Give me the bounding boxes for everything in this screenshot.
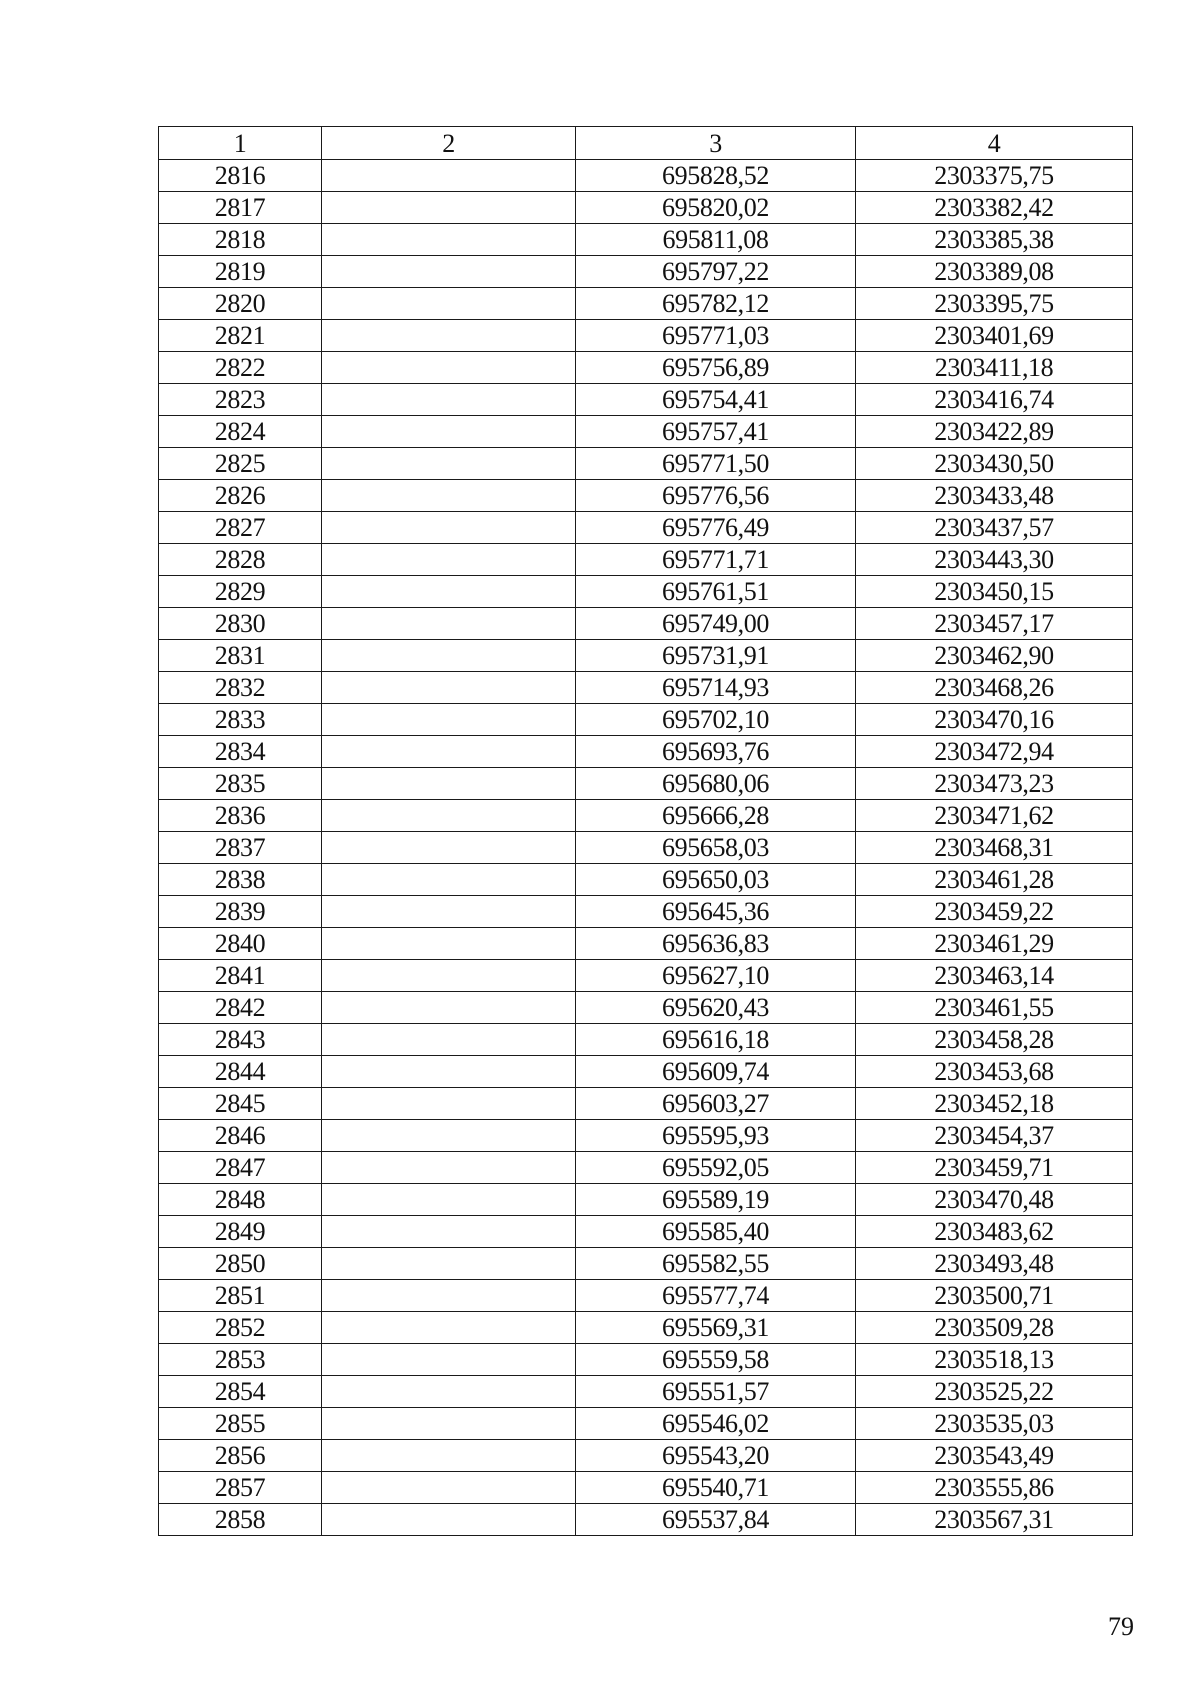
table-row — [159, 800, 1133, 832]
point-number-cell: 2821 — [159, 320, 322, 352]
table-row — [159, 864, 1133, 896]
description-cell — [322, 1024, 576, 1056]
y-coordinate-cell: 2303375,75 — [856, 160, 1133, 192]
point-number-cell: 2819 — [159, 256, 322, 288]
point-number-cell: 2828 — [159, 544, 322, 576]
description-cell — [322, 416, 576, 448]
y-coordinate-cell: 2303470,48 — [856, 1184, 1133, 1216]
y-coordinate-cell: 2303437,57 — [856, 512, 1133, 544]
x-coordinate-cell: 695754,41 — [576, 384, 856, 416]
table-body — [159, 160, 1133, 1536]
x-coordinate-cell: 695592,05 — [576, 1152, 856, 1184]
table-row — [159, 288, 1133, 320]
x-coordinate-cell: 695636,83 — [576, 928, 856, 960]
point-number-cell: 2844 — [159, 1056, 322, 1088]
y-coordinate-cell: 2303555,86 — [856, 1472, 1133, 1504]
y-coordinate-cell: 2303518,13 — [856, 1344, 1133, 1376]
x-coordinate-cell: 695828,52 — [576, 160, 856, 192]
x-coordinate-cell: 695620,43 — [576, 992, 856, 1024]
description-cell — [322, 800, 576, 832]
y-coordinate-cell: 2303461,29 — [856, 928, 1133, 960]
point-number-cell: 2827 — [159, 512, 322, 544]
description-cell — [322, 512, 576, 544]
description-cell — [322, 448, 576, 480]
description-cell — [322, 1280, 576, 1312]
x-coordinate-cell: 695702,10 — [576, 704, 856, 736]
x-coordinate-cell: 695609,74 — [576, 1056, 856, 1088]
table-row — [159, 1248, 1133, 1280]
y-coordinate-cell: 2303461,28 — [856, 864, 1133, 896]
y-coordinate-cell: 2303509,28 — [856, 1312, 1133, 1344]
point-number-cell: 2826 — [159, 480, 322, 512]
point-number-cell: 2850 — [159, 1248, 322, 1280]
description-cell — [322, 384, 576, 416]
x-coordinate-cell: 695543,20 — [576, 1440, 856, 1472]
x-coordinate-cell: 695666,28 — [576, 800, 856, 832]
column-header-1: 1 — [159, 127, 322, 160]
table-row — [159, 448, 1133, 480]
description-cell — [322, 1152, 576, 1184]
table-row — [159, 480, 1133, 512]
x-coordinate-cell: 695776,49 — [576, 512, 856, 544]
description-cell — [322, 1120, 576, 1152]
point-number-cell: 2816 — [159, 160, 322, 192]
table-row — [159, 672, 1133, 704]
point-number-cell: 2843 — [159, 1024, 322, 1056]
point-number-cell: 2823 — [159, 384, 322, 416]
x-coordinate-cell: 695761,51 — [576, 576, 856, 608]
table-row — [159, 416, 1133, 448]
y-coordinate-cell: 2303567,31 — [856, 1504, 1133, 1536]
description-cell — [322, 1216, 576, 1248]
description-cell — [322, 288, 576, 320]
description-cell — [322, 576, 576, 608]
description-cell — [322, 1344, 576, 1376]
x-coordinate-cell: 695540,71 — [576, 1472, 856, 1504]
description-cell — [322, 192, 576, 224]
description-cell — [322, 1248, 576, 1280]
y-coordinate-cell: 2303443,30 — [856, 544, 1133, 576]
description-cell — [322, 1088, 576, 1120]
point-number-cell: 2853 — [159, 1344, 322, 1376]
description-cell — [322, 224, 576, 256]
description-cell — [322, 1472, 576, 1504]
x-coordinate-cell: 695582,55 — [576, 1248, 856, 1280]
x-coordinate-cell: 695546,02 — [576, 1408, 856, 1440]
table-row — [159, 576, 1133, 608]
y-coordinate-cell: 2303472,94 — [856, 736, 1133, 768]
column-header-4: 4 — [856, 127, 1133, 160]
point-number-cell: 2848 — [159, 1184, 322, 1216]
y-coordinate-cell: 2303401,69 — [856, 320, 1133, 352]
table-row — [159, 736, 1133, 768]
point-number-cell: 2833 — [159, 704, 322, 736]
point-number-cell: 2858 — [159, 1504, 322, 1536]
y-coordinate-cell: 2303471,62 — [856, 800, 1133, 832]
description-cell — [322, 736, 576, 768]
table-row — [159, 1504, 1133, 1536]
point-number-cell: 2841 — [159, 960, 322, 992]
description-cell — [322, 1376, 576, 1408]
description-cell — [322, 1504, 576, 1536]
table-row — [159, 384, 1133, 416]
y-coordinate-cell: 2303535,03 — [856, 1408, 1133, 1440]
y-coordinate-cell: 2303468,26 — [856, 672, 1133, 704]
x-coordinate-cell: 695731,91 — [576, 640, 856, 672]
point-number-cell: 2835 — [159, 768, 322, 800]
point-number-cell: 2856 — [159, 1440, 322, 1472]
y-coordinate-cell: 2303382,42 — [856, 192, 1133, 224]
description-cell — [322, 1312, 576, 1344]
x-coordinate-cell: 695771,71 — [576, 544, 856, 576]
description-cell — [322, 160, 576, 192]
y-coordinate-cell: 2303468,31 — [856, 832, 1133, 864]
table-row — [159, 512, 1133, 544]
point-number-cell: 2829 — [159, 576, 322, 608]
point-number-cell: 2831 — [159, 640, 322, 672]
y-coordinate-cell: 2303452,18 — [856, 1088, 1133, 1120]
y-coordinate-cell: 2303462,90 — [856, 640, 1133, 672]
x-coordinate-cell: 695589,19 — [576, 1184, 856, 1216]
description-cell — [322, 768, 576, 800]
table-row — [159, 1152, 1133, 1184]
y-coordinate-cell: 2303463,14 — [856, 960, 1133, 992]
x-coordinate-cell: 695756,89 — [576, 352, 856, 384]
description-cell — [322, 704, 576, 736]
point-number-cell: 2837 — [159, 832, 322, 864]
point-number-cell: 2838 — [159, 864, 322, 896]
y-coordinate-cell: 2303461,55 — [856, 992, 1133, 1024]
point-number-cell: 2845 — [159, 1088, 322, 1120]
point-number-cell: 2851 — [159, 1280, 322, 1312]
x-coordinate-cell: 695645,36 — [576, 896, 856, 928]
column-header-3: 3 — [576, 127, 856, 160]
table-row — [159, 1184, 1133, 1216]
table-row — [159, 1408, 1133, 1440]
y-coordinate-cell: 2303395,75 — [856, 288, 1133, 320]
y-coordinate-cell: 2303458,28 — [856, 1024, 1133, 1056]
y-coordinate-cell: 2303470,16 — [856, 704, 1133, 736]
x-coordinate-cell: 695569,31 — [576, 1312, 856, 1344]
point-number-cell: 2847 — [159, 1152, 322, 1184]
table-header-row — [159, 127, 1133, 160]
y-coordinate-cell: 2303422,89 — [856, 416, 1133, 448]
y-coordinate-cell: 2303433,48 — [856, 480, 1133, 512]
x-coordinate-cell: 695585,40 — [576, 1216, 856, 1248]
y-coordinate-cell: 2303459,22 — [856, 896, 1133, 928]
x-coordinate-cell: 695771,50 — [576, 448, 856, 480]
x-coordinate-cell: 695603,27 — [576, 1088, 856, 1120]
x-coordinate-cell: 695776,56 — [576, 480, 856, 512]
table-row — [159, 704, 1133, 736]
x-coordinate-cell: 695680,06 — [576, 768, 856, 800]
x-coordinate-cell: 695749,00 — [576, 608, 856, 640]
point-number-cell: 2855 — [159, 1408, 322, 1440]
table-row — [159, 160, 1133, 192]
table-row — [159, 1312, 1133, 1344]
x-coordinate-cell: 695714,93 — [576, 672, 856, 704]
table-row — [159, 960, 1133, 992]
table-row — [159, 1120, 1133, 1152]
point-number-cell: 2834 — [159, 736, 322, 768]
table-row — [159, 1376, 1133, 1408]
table-row — [159, 256, 1133, 288]
y-coordinate-cell: 2303525,22 — [856, 1376, 1133, 1408]
point-number-cell: 2830 — [159, 608, 322, 640]
x-coordinate-cell: 695577,74 — [576, 1280, 856, 1312]
table-row — [159, 1344, 1133, 1376]
column-header-2: 2 — [322, 127, 576, 160]
y-coordinate-cell: 2303500,71 — [856, 1280, 1133, 1312]
y-coordinate-cell: 2303453,68 — [856, 1056, 1133, 1088]
description-cell — [322, 672, 576, 704]
y-coordinate-cell: 2303457,17 — [856, 608, 1133, 640]
point-number-cell: 2824 — [159, 416, 322, 448]
description-cell — [322, 480, 576, 512]
x-coordinate-cell: 695595,93 — [576, 1120, 856, 1152]
y-coordinate-cell: 2303411,18 — [856, 352, 1133, 384]
table-row — [159, 352, 1133, 384]
description-cell — [322, 896, 576, 928]
point-number-cell: 2832 — [159, 672, 322, 704]
x-coordinate-cell: 695559,58 — [576, 1344, 856, 1376]
x-coordinate-cell: 695757,41 — [576, 416, 856, 448]
y-coordinate-cell: 2303430,50 — [856, 448, 1133, 480]
coordinates-table — [158, 126, 1133, 1536]
x-coordinate-cell: 695658,03 — [576, 832, 856, 864]
y-coordinate-cell: 2303543,49 — [856, 1440, 1133, 1472]
table-row — [159, 1472, 1133, 1504]
description-cell — [322, 608, 576, 640]
table-row — [159, 320, 1133, 352]
table-row — [159, 832, 1133, 864]
point-number-cell: 2840 — [159, 928, 322, 960]
y-coordinate-cell: 2303473,23 — [856, 768, 1133, 800]
y-coordinate-cell: 2303389,08 — [856, 256, 1133, 288]
table-row — [159, 896, 1133, 928]
table-row — [159, 1440, 1133, 1472]
description-cell — [322, 960, 576, 992]
point-number-cell: 2846 — [159, 1120, 322, 1152]
table-row — [159, 608, 1133, 640]
table-row — [159, 768, 1133, 800]
description-cell — [322, 352, 576, 384]
table-row — [159, 928, 1133, 960]
table-row — [159, 1280, 1133, 1312]
page-number: 79 — [1108, 1612, 1134, 1641]
x-coordinate-cell: 695537,84 — [576, 1504, 856, 1536]
x-coordinate-cell: 695811,08 — [576, 224, 856, 256]
y-coordinate-cell: 2303459,71 — [856, 1152, 1133, 1184]
y-coordinate-cell: 2303416,74 — [856, 384, 1133, 416]
point-number-cell: 2849 — [159, 1216, 322, 1248]
description-cell — [322, 640, 576, 672]
point-number-cell: 2818 — [159, 224, 322, 256]
table-row — [159, 1056, 1133, 1088]
description-cell — [322, 1408, 576, 1440]
point-number-cell: 2836 — [159, 800, 322, 832]
x-coordinate-cell: 695650,03 — [576, 864, 856, 896]
point-number-cell: 2852 — [159, 1312, 322, 1344]
x-coordinate-cell: 695551,57 — [576, 1376, 856, 1408]
description-cell — [322, 864, 576, 896]
point-number-cell: 2842 — [159, 992, 322, 1024]
description-cell — [322, 1440, 576, 1472]
description-cell — [322, 992, 576, 1024]
description-cell — [322, 320, 576, 352]
table-row — [159, 992, 1133, 1024]
description-cell — [322, 1184, 576, 1216]
y-coordinate-cell: 2303483,62 — [856, 1216, 1133, 1248]
x-coordinate-cell: 695693,76 — [576, 736, 856, 768]
y-coordinate-cell: 2303450,15 — [856, 576, 1133, 608]
x-coordinate-cell: 695782,12 — [576, 288, 856, 320]
table-row — [159, 1088, 1133, 1120]
table-row — [159, 192, 1133, 224]
y-coordinate-cell: 2303385,38 — [856, 224, 1133, 256]
table-row — [159, 544, 1133, 576]
x-coordinate-cell: 695820,02 — [576, 192, 856, 224]
y-coordinate-cell: 2303493,48 — [856, 1248, 1133, 1280]
y-coordinate-cell: 2303454,37 — [856, 1120, 1133, 1152]
x-coordinate-cell: 695616,18 — [576, 1024, 856, 1056]
point-number-cell: 2854 — [159, 1376, 322, 1408]
point-number-cell: 2839 — [159, 896, 322, 928]
table-row — [159, 224, 1133, 256]
x-coordinate-cell: 695771,03 — [576, 320, 856, 352]
point-number-cell: 2822 — [159, 352, 322, 384]
table-row — [159, 1216, 1133, 1248]
table-row — [159, 640, 1133, 672]
description-cell — [322, 928, 576, 960]
point-number-cell: 2817 — [159, 192, 322, 224]
description-cell — [322, 1056, 576, 1088]
table-row — [159, 1024, 1133, 1056]
point-number-cell: 2825 — [159, 448, 322, 480]
description-cell — [322, 256, 576, 288]
description-cell — [322, 544, 576, 576]
description-cell — [322, 832, 576, 864]
point-number-cell: 2857 — [159, 1472, 322, 1504]
x-coordinate-cell: 695627,10 — [576, 960, 856, 992]
point-number-cell: 2820 — [159, 288, 322, 320]
x-coordinate-cell: 695797,22 — [576, 256, 856, 288]
